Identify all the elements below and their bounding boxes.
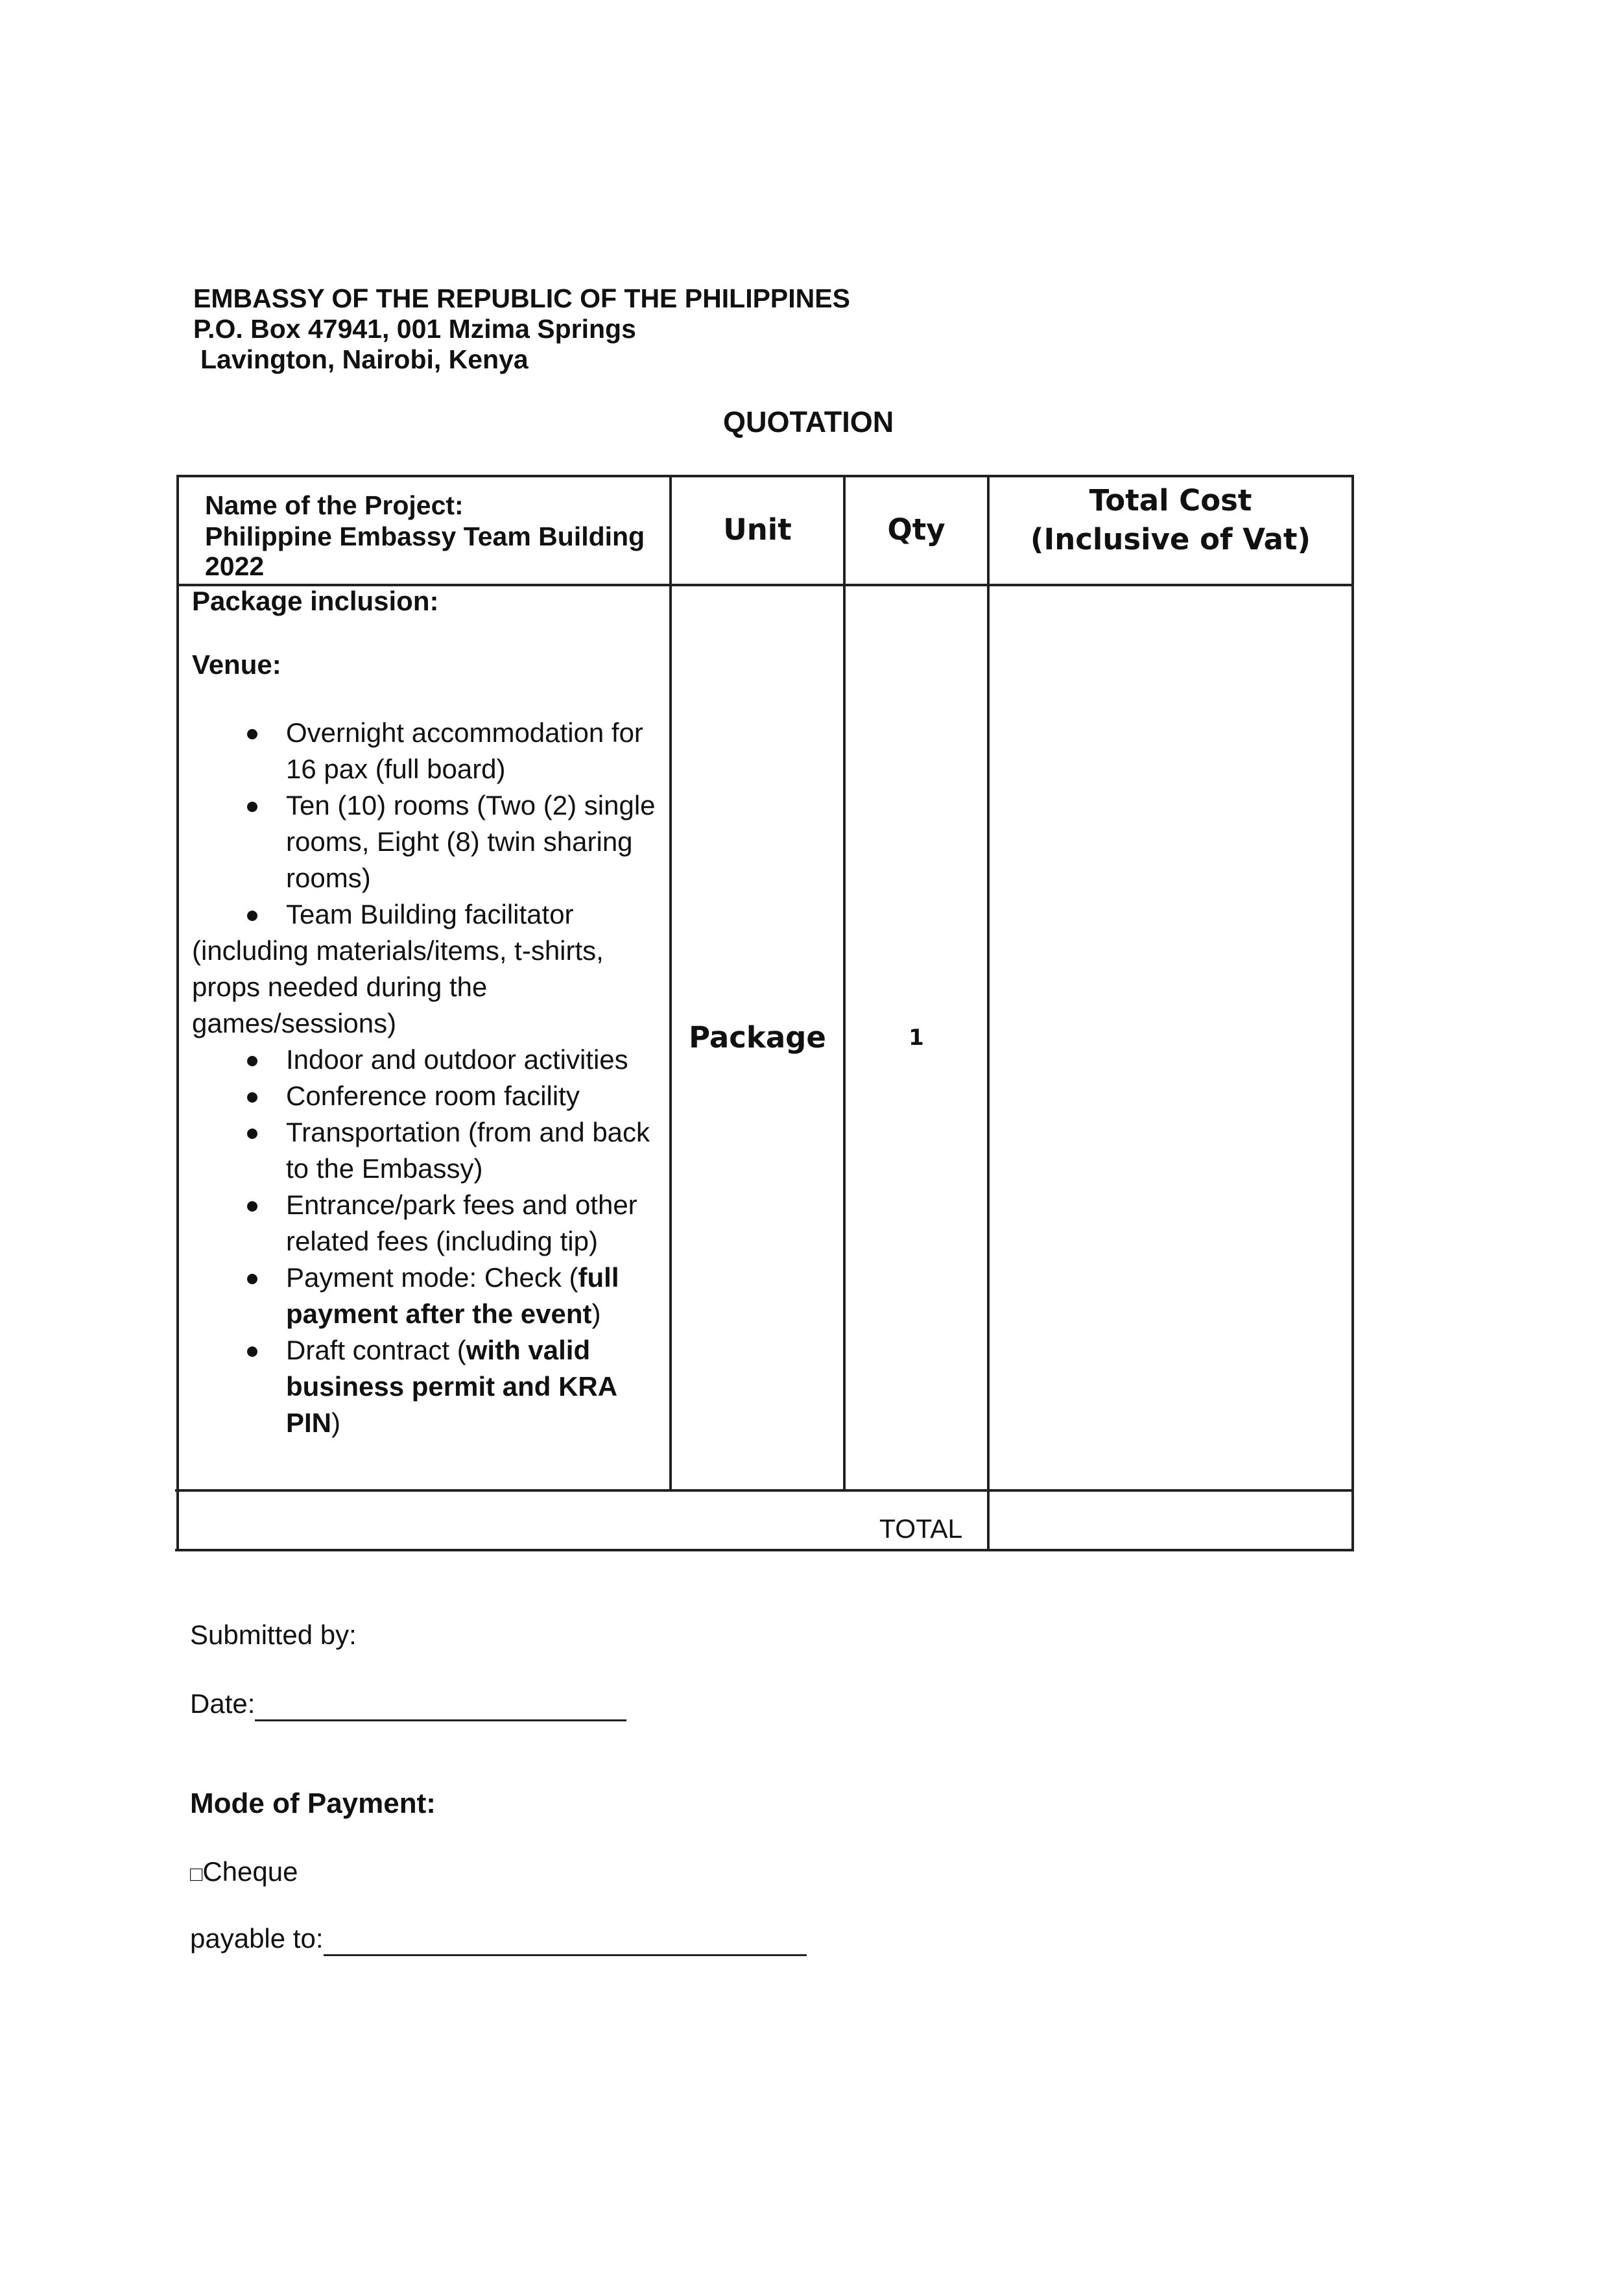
col-header-total-cost-line2: (Inclusive of Vat) <box>1030 522 1311 556</box>
bullet-icon <box>247 1201 257 1212</box>
list-item-text: Entrance/park fees and other related fees (including tip) <box>286 1190 637 1256</box>
draft-contract-requirements: with valid business permit and KRA PIN <box>286 1335 617 1438</box>
table-total-divider <box>175 1489 1353 1492</box>
table-border-left <box>176 475 179 1551</box>
bullet-icon <box>247 1346 257 1357</box>
draft-contract-suffix: ) <box>331 1407 341 1438</box>
unit-value: Package <box>689 1020 826 1055</box>
table-col-divider-3 <box>987 475 990 1551</box>
payment-mode-suffix: ) <box>591 1298 601 1329</box>
mode-of-payment-heading: Mode of Payment: <box>190 1788 436 1819</box>
list-item-text: Transportation (from and back to the Embassy) <box>286 1117 650 1184</box>
payable-to-row <box>190 1923 807 1956</box>
list-item <box>192 1114 659 1187</box>
payable-to-label: payable to: <box>190 1923 324 1954</box>
list-item-text: Conference room facility <box>286 1081 580 1111</box>
list-item <box>192 787 659 896</box>
total-label: TOTAL <box>879 1514 963 1544</box>
table-col-divider-2 <box>843 475 846 1490</box>
date-field[interactable] <box>255 1688 626 1721</box>
inclusion-list-a <box>192 715 659 896</box>
inclusion-list-b <box>192 1042 659 1441</box>
bullet-icon <box>247 1129 257 1139</box>
cheque-option[interactable] <box>190 1856 298 1887</box>
bullet-icon <box>247 1056 257 1066</box>
page-title: QUOTATION <box>723 405 894 438</box>
table-col-divider-1 <box>669 475 672 1490</box>
team-building-head: Team Building facilitator <box>286 899 574 929</box>
project-name: Philippine Embassy Team Building <box>205 521 645 551</box>
payment-mode-item <box>192 1260 659 1332</box>
project-label: Name of the Project: <box>205 490 464 520</box>
list-item-text: Indoor and outdoor activities <box>286 1044 628 1075</box>
embassy-name: EMBASSY OF THE REPUBLIC OF THE PHILIPPINES <box>193 283 850 313</box>
bullet-icon <box>247 729 257 739</box>
table-border-right <box>1351 475 1354 1551</box>
bullet-icon <box>247 1092 257 1103</box>
table-border-bottom <box>175 1549 1353 1551</box>
submitted-by-label: Submitted by: <box>190 1620 357 1650</box>
col-header-unit: Unit <box>723 512 792 547</box>
list-item <box>192 715 659 787</box>
col-header-total-cost-line1: Total Cost <box>1089 483 1252 518</box>
package-inclusion-label: Package inclusion: <box>192 586 439 616</box>
bullet-icon <box>247 802 257 812</box>
list-item-text: Ten (10) rooms (Two (2) single rooms, Eight (8) twin sharing rooms) <box>286 790 656 893</box>
project-year: 2022 <box>205 551 265 581</box>
payment-mode-prefix: Payment mode: Check ( <box>286 1262 578 1293</box>
draft-contract-item <box>192 1332 659 1441</box>
draft-contract-prefix: Draft contract ( <box>286 1335 466 1365</box>
team-building-item <box>192 896 659 1042</box>
bullet-icon <box>247 1274 257 1284</box>
venue-label: Venue: <box>192 649 281 680</box>
list-item <box>192 1078 659 1114</box>
cheque-label: Cheque <box>202 1856 298 1887</box>
date-row <box>190 1688 626 1721</box>
embassy-po-box: P.O. Box 47941, 001 Mzima Springs <box>193 314 636 344</box>
list-item <box>192 1187 659 1260</box>
list-item <box>192 1042 659 1078</box>
bullet-icon <box>247 911 257 921</box>
payment-mode-terms: full payment after the event <box>286 1262 619 1329</box>
col-header-qty: Qty <box>887 512 945 547</box>
team-building-details: (including materials/items, t-shirts, props needed during the games/sessions) <box>192 935 604 1038</box>
payable-to-field[interactable] <box>324 1923 807 1956</box>
col-header-total-cost <box>990 481 1351 559</box>
qty-value: 1 <box>909 1025 924 1051</box>
cheque-checkbox[interactable]: □ <box>190 1862 203 1885</box>
date-label: Date: <box>190 1688 256 1719</box>
inclusion-cell <box>192 584 659 1441</box>
embassy-location: Lavington, Nairobi, Kenya <box>200 344 529 374</box>
table-border-top <box>176 475 1354 477</box>
list-item-text: Overnight accommodation for 16 pax (full board) <box>286 717 643 784</box>
